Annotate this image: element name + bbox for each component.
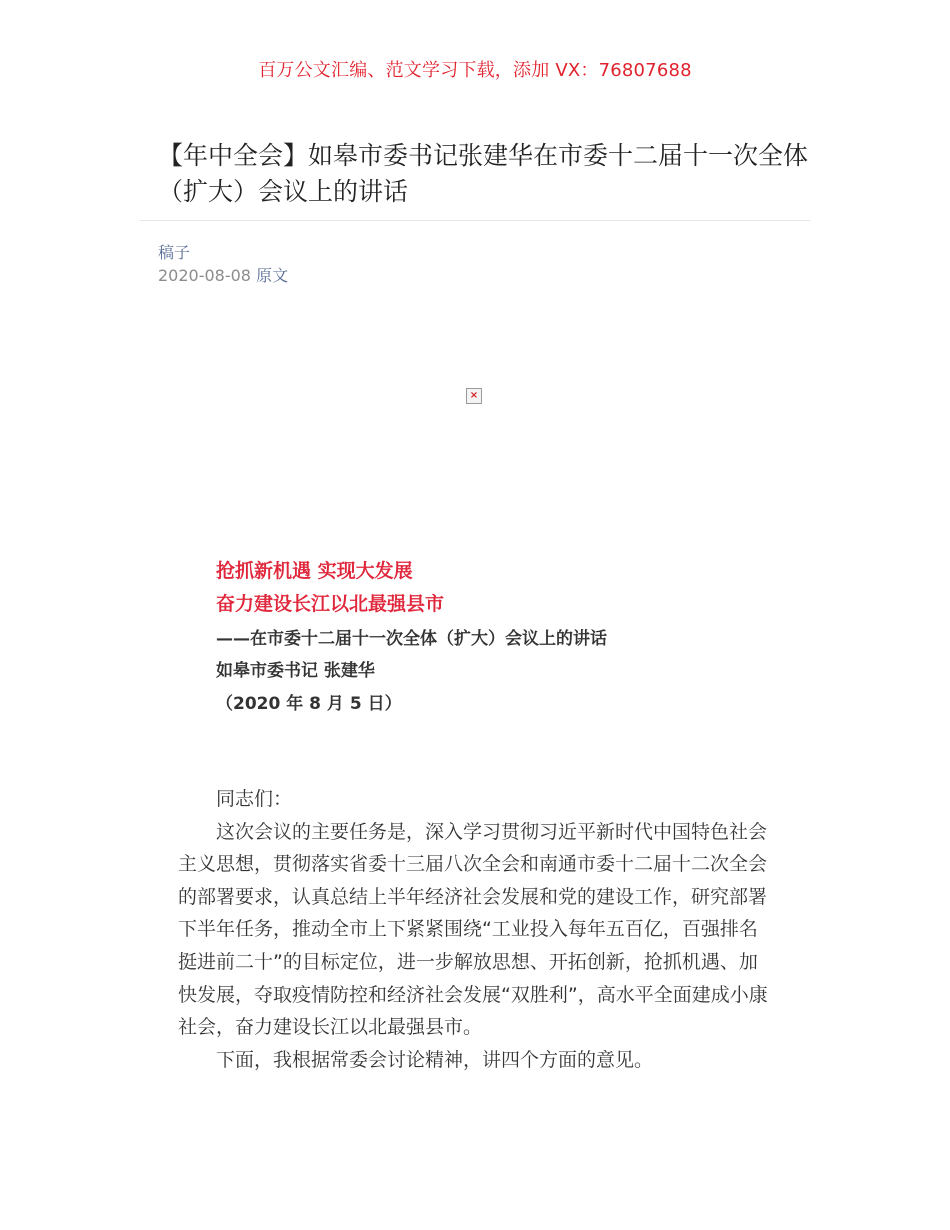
- speech-speaker: 如皋市委书记 张建华: [216, 661, 375, 681]
- title-divider: [140, 220, 810, 221]
- speech-headline-line2: 奋力建设长江以北最强县市: [216, 593, 445, 615]
- body-paragraph-2: 下面，我根据常委会讨论精神，讲四个方面的意见。: [216, 1048, 654, 1071]
- speech-headline-line1: 抢抓新机遇 实现大发展: [216, 560, 413, 582]
- article-meta: [158, 263, 288, 286]
- speech-subtitle: ——在市委十二届十一次全体（扩大）会议上的讲话: [216, 629, 607, 649]
- article-title: 【年中全会】如皋市委书记张建华在市委十二届十一次全体（扩大）会议上的讲话: [158, 141, 809, 206]
- salutation: 同志们：: [216, 788, 293, 810]
- article-body: [178, 783, 776, 1076]
- body-paragraph-1: 这次会议的主要任务是，深入学习贯彻习近平新时代中国特色社会主义思想，贯彻落实省委十三届八次全会和南通市委十二届十二次全会的部署要求，认真总结上半年经济社会发展和党的建设工作，研究部署下半年任务，推动全市上下紧紧围绕“工业投入每年五百亿，百强排名挺进前二十”的目标定位，进一步解放思想、开拓创新，抢抓机遇、加快发展，夺取疫情防控和经济社会发展“双胜利”，高水平全面建成小康社会，奋力建设长江以北最强县市。: [178, 820, 768, 1039]
- broken-image-icon: ×: [466, 388, 482, 404]
- promo-banner: 百万公文汇编、范文学习下载，添加 VX：76807688: [258, 60, 692, 81]
- speech-date: （2020 年 8 月 5 日）: [216, 694, 402, 714]
- author-link[interactable]: 稿子: [158, 243, 191, 262]
- publish-date: 2020-08-08: [158, 266, 251, 285]
- source-link[interactable]: 原文: [256, 266, 289, 285]
